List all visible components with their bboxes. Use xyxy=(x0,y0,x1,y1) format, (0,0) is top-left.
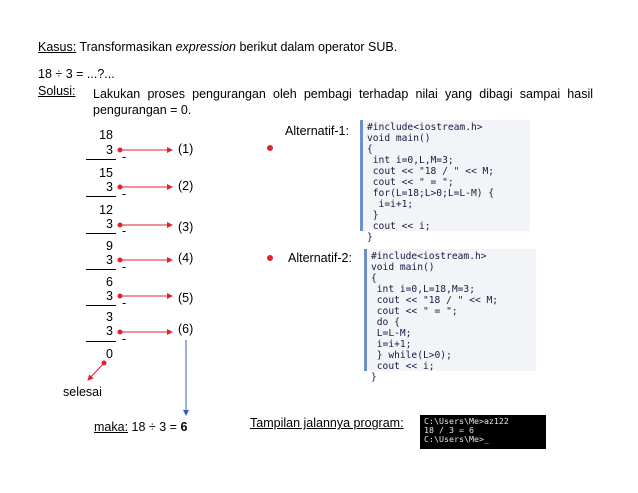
console-line: 18 / 3 = 6 xyxy=(424,425,474,435)
result-line xyxy=(94,420,187,434)
code-line: } xyxy=(371,372,377,383)
kasus-label: Kasus: xyxy=(38,40,77,54)
console-line: C:\Users\Me>az122 xyxy=(424,416,509,426)
step-number: 3 xyxy=(106,180,113,194)
red-arrow-selesai xyxy=(88,363,104,380)
alternatif-2-label: Alternatif-2: xyxy=(288,251,352,265)
code-line: cout << " = "; xyxy=(367,177,454,188)
result-label: maka: xyxy=(94,420,129,434)
arrow-dot xyxy=(102,361,106,365)
step-number: 15 xyxy=(99,166,113,180)
code-line: i=i+1; xyxy=(367,199,414,210)
step-number: 3 xyxy=(106,324,113,338)
minus-sign: - xyxy=(122,224,127,238)
code-line: L=L-M; xyxy=(371,328,412,339)
code-line: cout << "18 / " << M; xyxy=(367,166,495,177)
solusi-text: Lakukan proses pengurangan oleh pembagi terhadap nilai yang dibagi sampai hasil pengurangan = 0. xyxy=(93,87,593,117)
kasus-text-before: Transformasikan xyxy=(79,40,176,54)
arrow-dot xyxy=(118,258,122,262)
kasus-text-after: berikut dalam operator SUB. xyxy=(236,40,398,54)
minus-sign: - xyxy=(122,260,127,274)
step-number: 3 xyxy=(106,143,113,157)
arrow-dot xyxy=(268,146,273,151)
console-output-window xyxy=(420,415,546,449)
step-marker: (6) xyxy=(178,322,194,336)
code-line: void main() xyxy=(371,262,435,273)
alternatif-2-code-block xyxy=(364,249,536,383)
step-marker: (1) xyxy=(178,142,194,156)
tampilan-label: Tampilan jalannya program: xyxy=(250,416,404,430)
selesai-label: selesai xyxy=(63,385,102,399)
minus-sign: - xyxy=(122,150,127,164)
code-line: int i=0,L,M=3; xyxy=(367,155,454,166)
alternatif-1-label: Alternatif-1: xyxy=(285,124,349,138)
alternatif-1-code-block xyxy=(360,120,530,243)
minus-sign: - xyxy=(122,187,127,201)
minus-sign: - xyxy=(122,296,127,310)
code-line: #include<iostream.h> xyxy=(371,251,487,262)
code-line: cout << i; xyxy=(371,361,435,372)
step-marker: (2) xyxy=(178,179,194,193)
arrow-dot xyxy=(118,148,122,152)
console-line: C:\Users\Me>_ xyxy=(424,434,489,444)
step-number: 6 xyxy=(106,275,113,289)
result-text: 18 ÷ 3 = xyxy=(131,420,181,434)
step-number: 18 xyxy=(99,128,113,142)
problem-expression: 18 ÷ 3 = ...?... xyxy=(38,67,115,81)
arrow-dot xyxy=(268,256,273,261)
step-number: 3 xyxy=(106,253,113,267)
kasus-text-italic: expression xyxy=(175,40,237,54)
arrow-dot xyxy=(118,294,122,298)
arrow-dot xyxy=(118,330,122,334)
code-line: } xyxy=(367,232,373,243)
step-marker: (5) xyxy=(178,291,194,305)
step-marker: (4) xyxy=(178,251,194,265)
step-number: 3 xyxy=(106,310,113,324)
code-line: } xyxy=(367,210,379,221)
step-result-zero: 0 xyxy=(106,347,113,361)
code-line: i=i+1; xyxy=(371,339,412,350)
arrow-dot xyxy=(118,185,122,189)
step-number: 3 xyxy=(106,289,113,303)
code-line: cout << " = "; xyxy=(371,306,458,317)
step-number: 3 xyxy=(106,217,113,231)
code-line: { xyxy=(371,273,377,284)
code-line: #include<iostream.h> xyxy=(367,122,483,133)
code-line: cout << i; xyxy=(367,221,431,232)
solusi-label: Solusi: xyxy=(38,84,76,98)
arrow-dot xyxy=(118,223,122,227)
result-value: 6 xyxy=(180,420,188,434)
code-line: { xyxy=(367,144,373,155)
step-number: 9 xyxy=(106,239,113,253)
code-line: void main() xyxy=(367,133,431,144)
code-line: do { xyxy=(371,317,400,328)
step-number: 12 xyxy=(99,203,113,217)
step-marker: (3) xyxy=(178,220,194,234)
code-line: int i=0,L=18,M=3; xyxy=(371,284,475,295)
minus-sign: - xyxy=(122,332,127,346)
code-line: for(L=18;L>0;L=L-M) { xyxy=(367,188,495,199)
code-line: cout << "18 / " << M; xyxy=(371,295,499,306)
code-line: } while(L>0); xyxy=(371,350,452,361)
